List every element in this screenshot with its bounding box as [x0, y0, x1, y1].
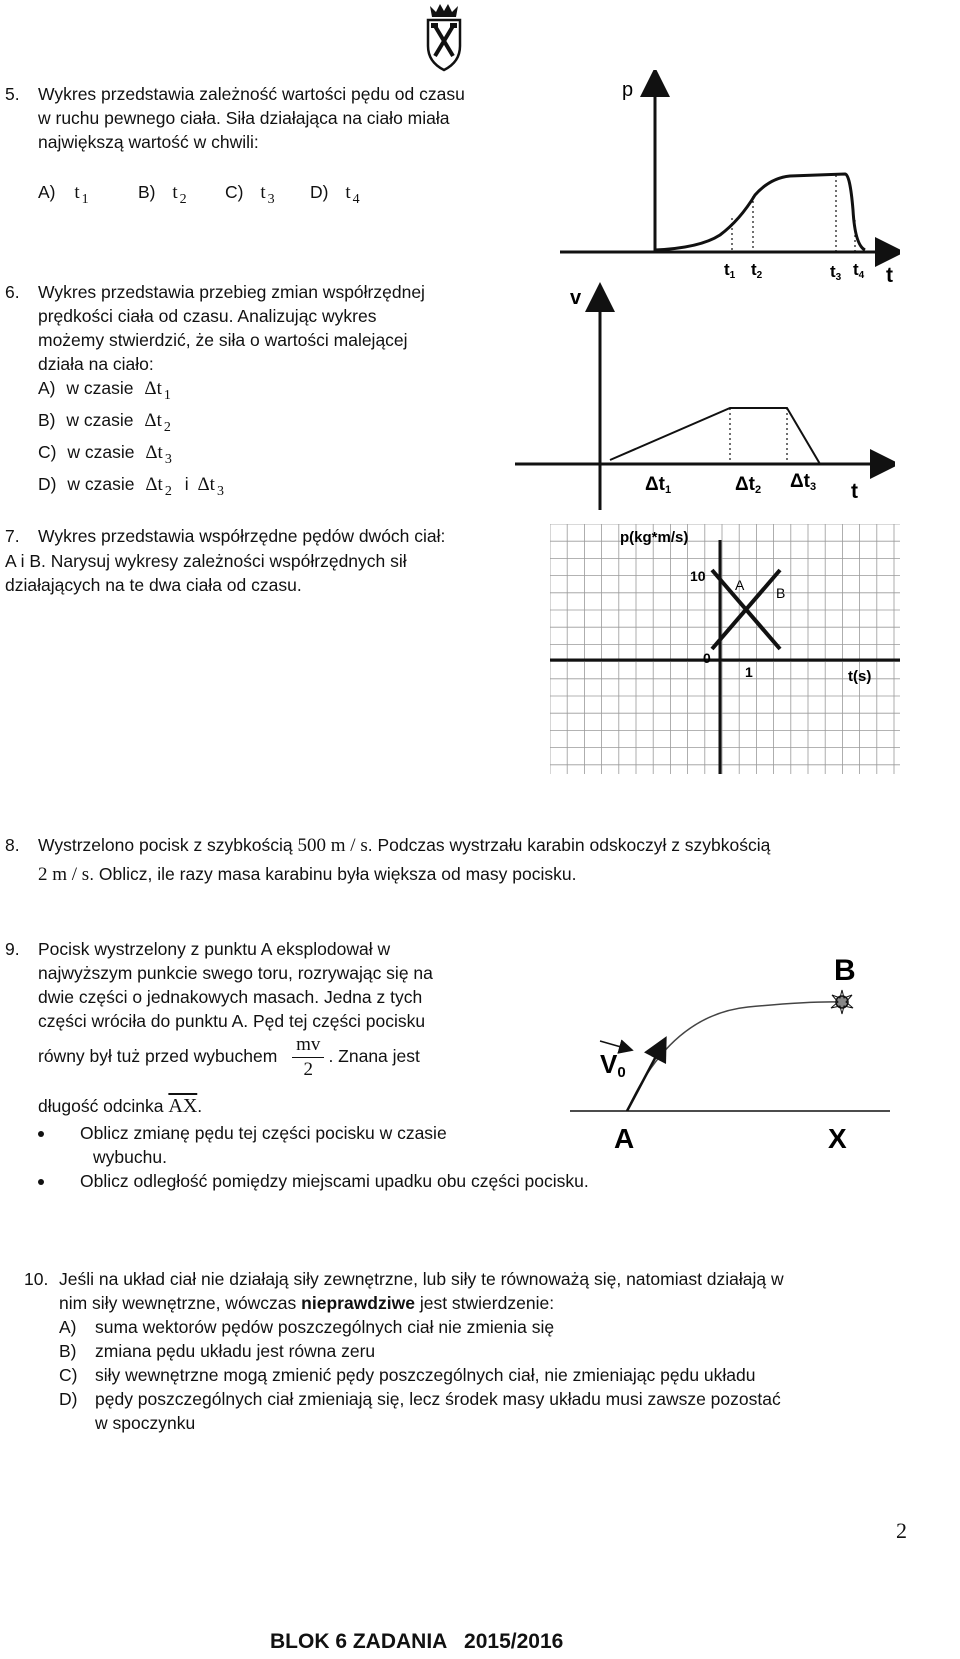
q10-line-2: nim siły wewnętrzne, wówczas nieprawdziwe jest stwierdzenie:: [59, 1293, 555, 1313]
bullet-icon: [38, 1131, 44, 1137]
q5-text-line-3: największą wartość w chwili:: [38, 132, 259, 152]
q5-option-b[interactable]: B) t $_2$: [138, 182, 187, 207]
q5-option-d[interactable]: D) t $_4$: [310, 182, 360, 207]
q9-text-line-3: dwie części o jednakowych masach. Jedna z tych: [38, 987, 423, 1007]
q10-option-d[interactable]: D) pędy poszczególnych ciał zmieniają się, lecz środek masy układu musi zawsze pozostać: [59, 1389, 781, 1409]
q6-interval-dt1: Δt1: [645, 474, 672, 496]
q6-interval-dt2: Δt2: [735, 474, 762, 496]
q9-trajectory-arc: [627, 1002, 842, 1111]
q5-text-line-2: w ruchu pewnego ciała. Siła działająca na ciało miała: [38, 108, 450, 128]
q6-velocity-line: [610, 408, 820, 464]
q6-interval-dt3: Δt3: [790, 471, 817, 493]
q6-x-label: t: [851, 480, 858, 503]
q7-tick-1: 1: [745, 664, 753, 680]
q6-number: 6.: [5, 282, 20, 302]
q7-y-label: p(kg*m/s): [620, 529, 689, 546]
q9-trajectory-figure: [570, 945, 890, 1165]
q7-tick-10: 10: [690, 568, 706, 584]
q5-option-a[interactable]: A) t $_1$: [38, 182, 89, 207]
q6-option-d[interactable]: D) w czasie Δt $_2$ i Δt $_3$: [38, 474, 224, 499]
q10-option-d-cont: w spoczynku: [95, 1413, 196, 1433]
q10-number: 10.: [24, 1269, 49, 1289]
q7-text-line-2: A i B. Narysuj wykresy zależności współrzędnych sił: [5, 551, 407, 571]
q10-option-c[interactable]: C) siły wewnętrzne mogą zmienić pędy poszczególnych ciał, nie zmieniając pędu układu: [59, 1365, 756, 1385]
q9-bullet-1-cont: wybuchu.: [93, 1147, 167, 1167]
q9-text-line-2: najwyższym punkcie swego toru, rozrywając się na: [38, 963, 433, 983]
q9-text-line-6: długość odcinka $\overline{AX}$.: [38, 1095, 203, 1117]
q5-x-label: t: [886, 264, 893, 287]
q8-speed-bullet: 500 m / s: [297, 835, 368, 856]
q9-text-line-5: równy był tuż przed wybuchem $\frac{mv}{2}$ . Znana jest: [38, 1034, 420, 1080]
q6-text-line-4: działa na ciało:: [38, 354, 154, 374]
q6-text-line-2: prędkości ciała od czasu. Analizując wykres: [38, 306, 377, 326]
q7-number: 7.: [5, 526, 20, 546]
q6-option-b[interactable]: B) w czasie Δt $_2$: [38, 410, 171, 435]
q6-option-c[interactable]: C) w czasie Δt $_3$: [38, 442, 172, 467]
q7-series-label-a: A: [735, 577, 745, 593]
q6-y-label: v: [570, 287, 582, 309]
q7-text-line-1: Wykres przedstawia współrzędne pędów dwóch ciał:: [38, 526, 446, 546]
q7-series-label-b: B: [776, 585, 786, 601]
q5-option-c[interactable]: C) t $_3$: [225, 182, 275, 207]
q9-segment-ax: $\overline{AX}$: [168, 1095, 198, 1117]
q5-momentum-graph: [560, 70, 900, 295]
crest-logo: [414, 0, 474, 72]
q5-tick-t1: t1: [724, 260, 736, 281]
q6-option-a[interactable]: A) w czasie Δt $_1$: [38, 378, 171, 403]
q7-x-label: t(s): [848, 668, 872, 685]
q5-number: 5.: [5, 84, 20, 104]
q8-line-2: 2 m / s. Oblicz, ile razy masa karabinu była większa od masy pocisku.: [38, 864, 577, 885]
q5-tick-t4: t4: [853, 260, 865, 281]
q9-text-line-1: Pocisk wystrzelony z punktu A eksplodował w: [38, 939, 391, 959]
q10-option-a[interactable]: A) suma wektorów pędów poszczególnych ciał nie zmienia się: [59, 1317, 555, 1337]
q10-line-1: Jeśli na układ ciał nie działają siły zewnętrzne, lub siły te równoważą się, natomiast działają w: [59, 1269, 784, 1289]
q5-text-line-1: Wykres przedstawia zależność wartości pędu od czasu: [38, 84, 465, 104]
q9-bullet-1: Oblicz zmianę pędu tej części pocisku w czasie: [38, 1121, 447, 1146]
q7-grid: [550, 524, 900, 774]
q5-tick-t3: t3: [830, 262, 842, 283]
q8-line-1: Wystrzelono pocisk z szybkością 500 m / s. Podczas wystrzału karabin odskoczył z szybkością: [38, 835, 771, 856]
q9-bullet-2: Oblicz odległość pomiędzy miejscami upadku obu części pocisku.: [38, 1169, 589, 1194]
q6-text-line-1: Wykres przedstawia przebieg zmian współrzędnej: [38, 282, 425, 302]
q9-label-a: A: [614, 1123, 635, 1154]
q10-option-b[interactable]: B) zmiana pędu układu jest równa zeru: [59, 1341, 376, 1361]
q8-speed-rifle: 2 m / s: [38, 864, 90, 885]
q9-velocity-vector: [627, 1045, 662, 1111]
q5-y-label: p: [622, 79, 634, 101]
bullet-icon: [38, 1179, 44, 1185]
q9-fraction: $\frac{mv}{2}$: [292, 1033, 324, 1082]
q7-tick-origin: 0: [703, 650, 711, 666]
q5-tick-t2: t2: [751, 260, 763, 281]
q6-velocity-graph: [515, 282, 895, 512]
q9-label-b: B: [834, 954, 856, 987]
q8-number: 8.: [5, 835, 20, 855]
q9-label-x: X: [828, 1123, 847, 1154]
q5-curve: [655, 174, 865, 250]
q9-number: 9.: [5, 939, 20, 959]
q9-text-line-4: części wróciła do punktu A. Pęd tej części pocisku: [38, 1011, 426, 1031]
q6-text-line-3: możemy stwierdzić, że siła o wartości malejącej: [38, 330, 408, 350]
q7-momentum-chart: [550, 524, 900, 774]
q7-text-line-3: działających na te dwa ciała od czasu.: [5, 575, 302, 595]
page-number: 2: [896, 1518, 907, 1543]
footer-title: BLOK 6 ZADANIA 2015/2016: [270, 1630, 564, 1653]
q9-label-v0: V0: [600, 1049, 626, 1081]
